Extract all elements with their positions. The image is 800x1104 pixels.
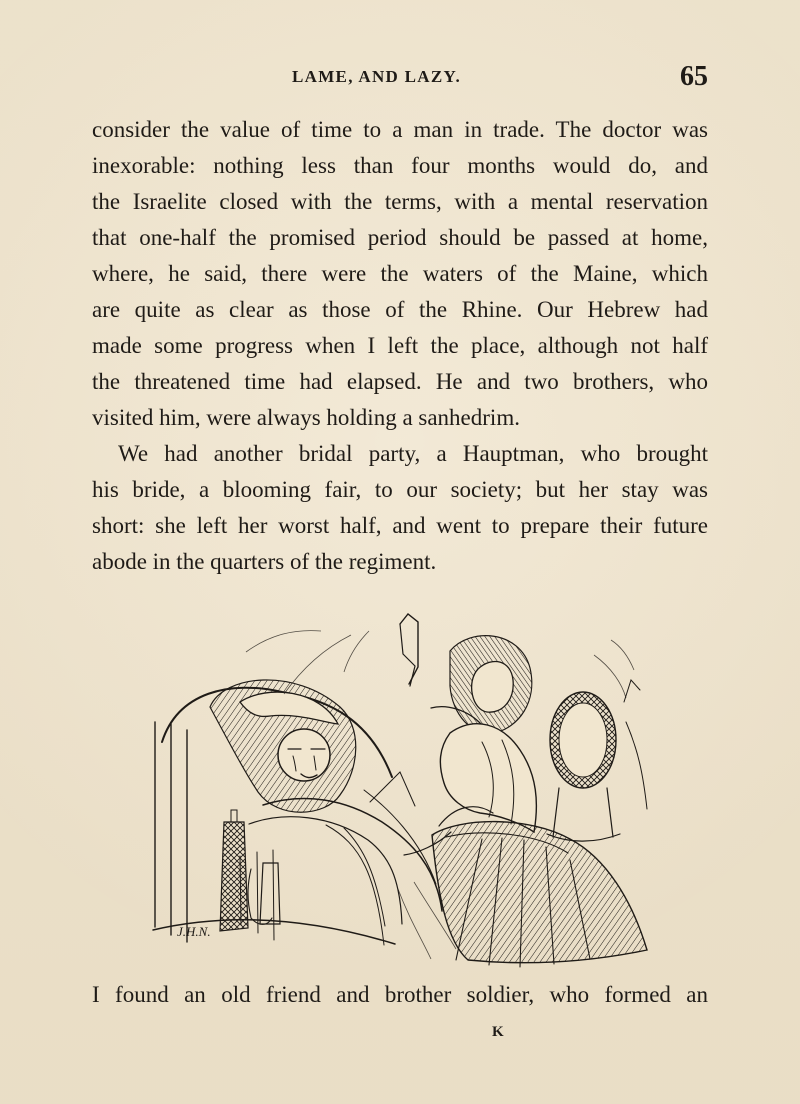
engraving-illustration xyxy=(150,612,660,982)
running-head: LAME, AND LAZY. xyxy=(292,67,462,86)
caption-line: I found an old friend and brother soldier, who formed an xyxy=(92,982,708,1007)
text-line-7: made some progress when I left the place, although not half xyxy=(92,333,708,358)
text-line-6: are quite as clear as those of the Rhine. Our Hebrew had xyxy=(92,297,708,322)
bed-scene xyxy=(153,680,442,945)
signature-mark: K xyxy=(492,1024,504,1040)
text-line-8: the threatened time had elapsed. He and two brothers, who xyxy=(92,369,708,394)
page-number: 65 xyxy=(680,61,708,92)
text-line-11: his bride, a blooming fair, to our society; but her stay was xyxy=(92,477,708,502)
text-line-3: the Israelite closed with the terms, with a mental reservation xyxy=(92,189,708,214)
text-line-9: visited him, were always holding a sanhedrim. xyxy=(92,405,520,430)
woman-figure xyxy=(400,614,647,967)
text-line-5: where, he said, there were the waters of the Maine, which xyxy=(92,261,708,286)
page-header xyxy=(92,61,708,95)
text-line-12: short: she left her worst half, and went to prepare their future xyxy=(92,513,708,538)
text-line-2: inexorable: nothing less than four months would do, and xyxy=(92,153,708,178)
text-line-4: that one-half the promised period should be passed at home, xyxy=(92,225,708,250)
illustration xyxy=(150,612,660,982)
text-line-1: consider the value of time to a man in trade. The doctor was xyxy=(92,117,708,142)
text-line-10: We had another bridal party, a Hauptman, who brought xyxy=(118,441,708,466)
body-text xyxy=(92,112,708,580)
artist-monogram: J.H.N. xyxy=(177,924,211,939)
text-line-13: abode in the quarters of the regiment. xyxy=(92,549,437,574)
mirror-and-table xyxy=(547,680,647,841)
